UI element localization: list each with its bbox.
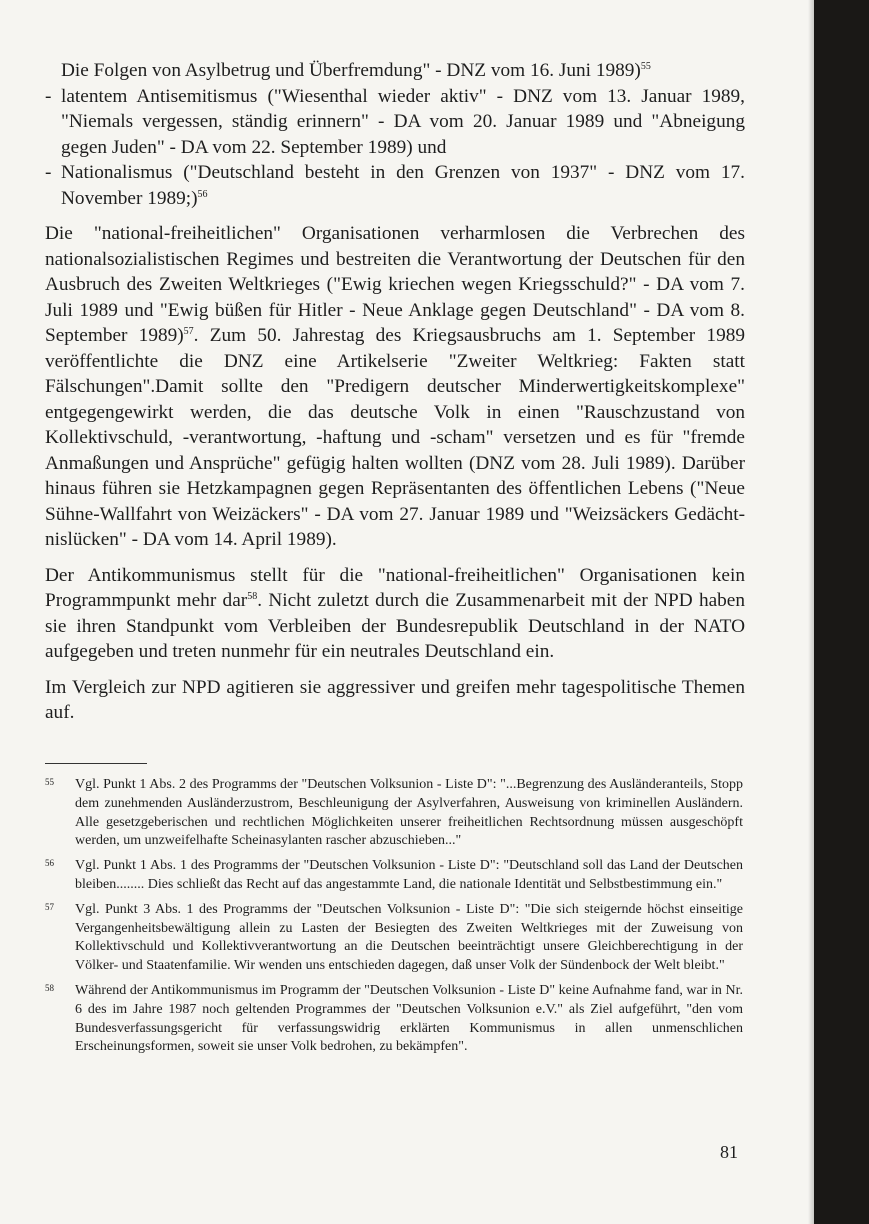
paragraph-text: . Zum 50. Jahrestag des Kriegsausbruchs am 1. September 1989 veröffentlichte die DNZ eine Artikelserie "Zweiter Weltkrieg: Fakten statt Fälschungen".Damit sollte den "Predigern deutscher Minderwertigkeitskomplexe" entgegengewirkt werden, die das deutsche Volk in einen "Rauschzustand von Kollektivschuld, -verantwortung, -haftung und -scham" versetzen und es für "fremde Anmaßungen und Ansprüche" gefügig halten wollten (DNZ vom 28. Juli 1989). Darüber hinaus führen sie Hetzkampagnen gegen Repräsentanten des öffentlichen Lebens ("Neue Sühne-Wallfahrt von Weizäckers" - DA vom 27. Januar 1989 und "Weizsäckers Gedächtnislücken" - DA vom 14. April 1989).	[45, 325, 745, 550]
list-continuation-text: Die Folgen von Asylbetrug und Überfremdung" - DNZ vom 16. Juni 1989)	[61, 60, 641, 81]
list-item-text: latentem Antisemitismus ("Wiesenthal wieder aktiv" - DNZ vom 13. Januar 1989, "Niemals vergessen, ständig erinnern" - DA vom 20. Januar 1989 und "Abneigung gegen Juden" - DA vom 22. September 1989) und	[61, 85, 745, 158]
paragraph	[45, 221, 745, 553]
list-dash: -	[45, 85, 52, 107]
footnote-number: 57	[45, 901, 54, 912]
footnote-ref[interactable]: 56	[197, 188, 208, 200]
footnote-ref[interactable]: 57	[183, 326, 194, 337]
footnote-text: Während der Antikommunismus im Programm der "Deutschen Volksunion - Liste D" keine Aufnahme fand, war in Nr. 6 des im Jahre 1987 noch geltenden Programmes der "Deutschen Volksunion e.V." als Ziel aufgeführt, "den vom Bundesverfassungsgericht für verfassungswidrig erklärten Kommunismus in allen unmenschlichen Erscheinungsformen, soweit sie unser Volk bedrohen, zu bekämpfen".	[75, 982, 743, 1055]
footnote-number: 55	[45, 777, 54, 787]
footnote-separator	[45, 763, 147, 764]
paragraph	[45, 563, 745, 665]
footnotes	[45, 776, 743, 1063]
paragraph-text: Die "national-freiheitlichen" Organisationen verharmlosen die Verbrechen des nationalsozialistischen Regimes und bestreiten die Verantwortung der Deutschen für den Ausbruch des Zweiten Weltkrieges ("Ewig kriechen wegen Kriegsschuld?" - DA vom 7. Juli 1989 und "Ewig büßen für Hitler - Neue Anklage gegen Deutschland" - DA vom 8. September 1989)	[45, 223, 745, 346]
page-edge-shadow	[814, 0, 869, 1224]
footnote-ref[interactable]: 55	[640, 61, 651, 72]
footnote	[45, 982, 743, 1057]
footnote	[45, 857, 743, 895]
paragraph	[45, 675, 745, 726]
footnote-text: Vgl. Punkt 1 Abs. 1 des Programms der "Deutschen Volksunion - Liste D": "Deutschland soll das Land der Deutschen bleiben........ Dies schließt das Recht auf das angestammte Land, die nationale Identität und Selbstbestimmung ein."	[75, 858, 743, 892]
list-dash: -	[45, 162, 52, 183]
page-number: 81	[720, 1142, 738, 1162]
footnote-number: 58	[45, 982, 54, 993]
paragraph-text: . Nicht zuletzt durch die Zusammenarbeit mit der NPD haben sie ihren Standpunkt vom Verbleiben der Bundesrepublik Deutschland in der NATO aufgegeben und treten nunmehr für ein neutrales Deutschland ein.	[45, 590, 745, 662]
list-item-text: Nationalismus ("Deutschland besteht in den Grenzen von 1937" - DNZ vom 17. November 1989;)	[61, 162, 745, 209]
paragraph-text: Im Vergleich zur NPD agitieren sie aggressiver und greifen mehr tagespolitische Themen auf.	[45, 676, 745, 723]
list-continuation	[45, 58, 745, 84]
list-item	[45, 160, 745, 211]
list-item	[45, 84, 745, 161]
main-text	[45, 58, 745, 736]
footnote	[45, 776, 743, 851]
footnote-text: Vgl. Punkt 1 Abs. 2 des Programms der "Deutschen Volksunion - Liste D": "...Begrenzung des Ausländeranteils, Stopp dem zunehmenden Ausländerzustrom, Beschleunigung der Asylverfahren, Ausweisung von kriminellen Ausländern. Alle gesetzgeberischen und rechtlichen Möglichkeiten unserer freiheitlichen Rechtsordnung müssen ausgeschöpft werden, um unzweifelhafte Scheinasylanten rascher abzuschieben..."	[75, 777, 743, 849]
footnote-number: 56	[45, 858, 54, 869]
footnote-text: Vgl. Punkt 3 Abs. 1 des Programms der "Deutschen Volksunion - Liste D": "Die sich steigernde höchst einseitige Vergangenheitsbewältigung allein zu Lasten der Besiegten des Zweiten Weltkrieges mit der Zuweisung von Kollektivschuld und Kollektivverantwortung an die Deutschen beeinträchtigt unsere Gleichberechtigung in der Völker- und Staatenfamilie. Wir wenden uns entschieden dagegen, daß unser Volk der Sündenbock der Welt bleibt."	[75, 901, 743, 974]
paragraph-text: Der Antikommunismus stellt für die "national-freiheitlichen" Organisationen kein Programmpunkt mehr dar	[45, 564, 745, 611]
footnote	[45, 901, 743, 976]
footnote-ref[interactable]: 58	[247, 591, 258, 602]
